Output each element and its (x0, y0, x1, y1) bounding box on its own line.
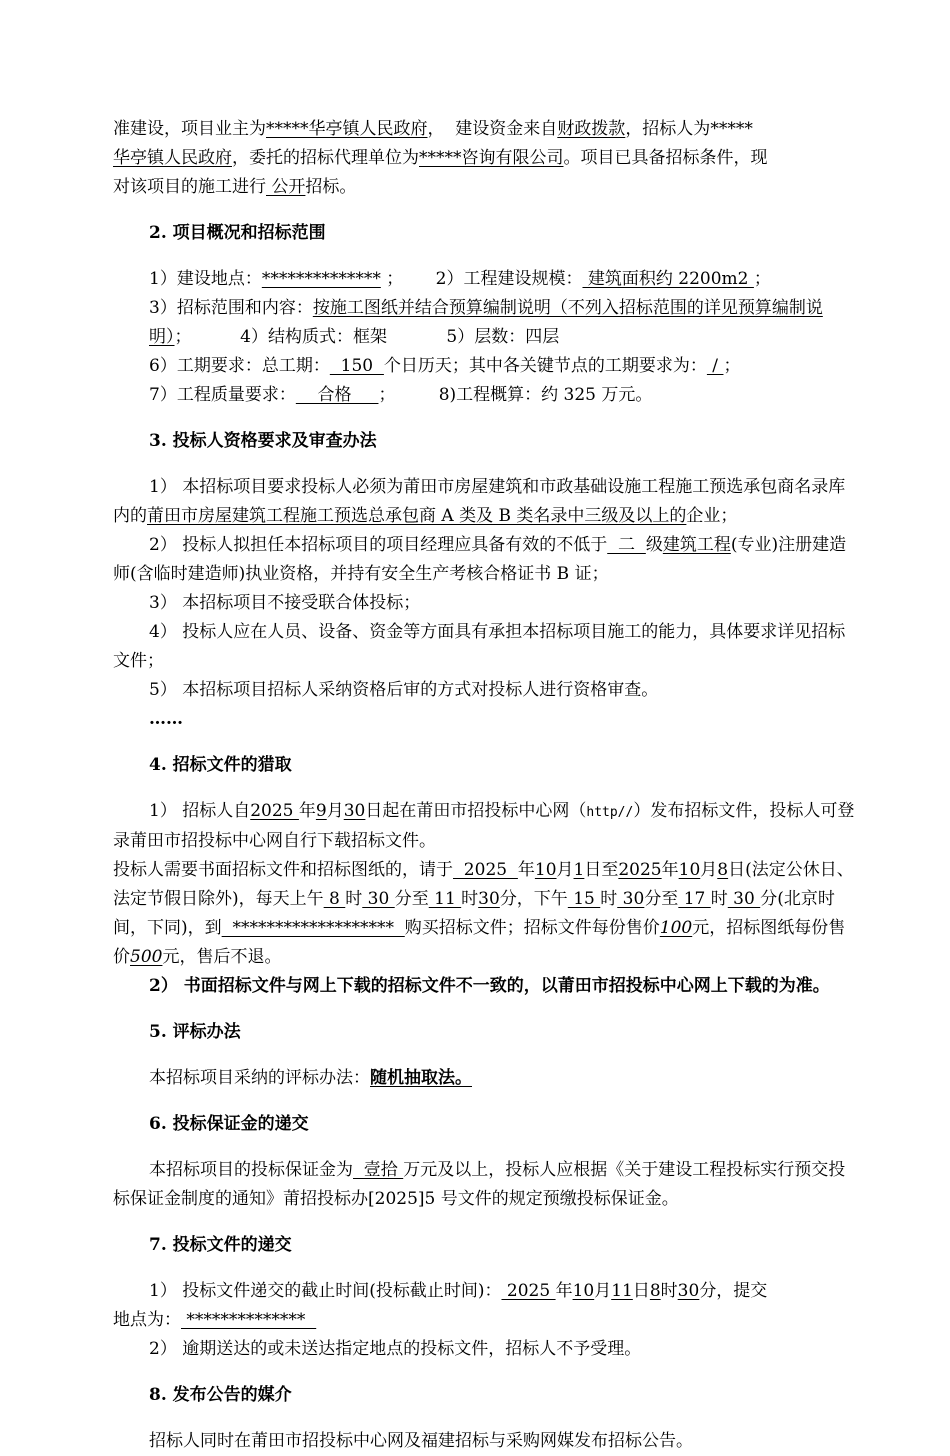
build-location: ************** (261, 269, 381, 289)
key-nodes: / (706, 356, 724, 376)
s3-item-3: 3） 本招标项目不接受联合体投标； (149, 593, 421, 613)
tender-scope: 按施工图纸并结合预算编制说明（不列入招标范围的详见预算编制说明） (149, 298, 823, 347)
s3-ellipsis: …… (149, 709, 183, 729)
s6-text: 本招标项目的投标保证金为 壹拾 万元及以上，投标人应根据《关于建设工程投标实行预交投标保证金制度的通知》莆招投标办[2025]5 号文件的规定预缴投标保证金。 (113, 1160, 846, 1209)
intro-line-3: 对该项目的施工进行 公开招标。 (113, 177, 357, 197)
intro-line-1: 准建设，项目业主为*****华亭镇人民政府， 建设资金来自财政拨款，招标人为***** (113, 119, 753, 139)
s7-place: 地点为： ************** (113, 1310, 317, 1330)
intro-line-2: 华亭镇人民政府，委托的招标代理单位为*****咨询有限公司。项目已具备招标条件，现 (113, 148, 768, 168)
website-url: http// (586, 805, 634, 820)
s3-item-5: 5） 本招标项目招标人采纳资格后审的方式对投标人进行资格审查。 (149, 680, 659, 700)
section-7-heading: 7. 投标文件的递交 (149, 1235, 292, 1255)
evaluation-method: 随机抽取法。 (370, 1068, 472, 1088)
s3-item-2: 2） 投标人拟担任本招标项目的项目经理应具备有效的不低于 二 级建筑工程(专业)注册建造师(含临时建造师)执业资格，并持有安全生产考核合格证书 B 证； (113, 535, 847, 584)
s2-row-4: 7）工程质量要求： 合格 ； 8)工程概算：约 325 万元。 (149, 385, 653, 405)
section-4-heading: 4. 招标文件的猎取 (149, 755, 292, 775)
builder-field: 建筑工程 (662, 535, 731, 555)
contractor-list: 莆田市房屋建筑工程施工预选总承包商 A 类及 B 类名录中三级及以上的 (147, 506, 687, 526)
s3-item-4: 4） 投标人应在人员、设备、资金等方面具有承担本招标项目施工的能力，具体要求详见招标文件； (113, 622, 846, 671)
drawing-price: 500 (130, 947, 163, 967)
s4-purchase: 投标人需要书面招标文件和招标图纸的，请于 2025 年10月1日至2025年10月8日(法定公休日、法定节假日除外)，每天上午 8 时 30 分至 11 时30分，下午 15 时 30分至 17 时 30 分(北京时间，下同)，到 ******************* 购买招标文件；招标文件每份售价100元，招标图纸每份售价500元，售后不退。 (113, 860, 854, 967)
section-3-heading: 3. 投标人资格要求及审查办法 (149, 431, 377, 451)
tender-agent: *****咨询有限公司 (419, 148, 564, 168)
s5-text: 本招标项目采纳的评标办法：随机抽取法。 (149, 1068, 472, 1088)
s2-row-2: 3）招标范围和内容：按施工图纸并结合预算编制说明（不列入招标范围的详见预算编制说明）； 4）结构质式：框架 5）层数：四层 (149, 298, 823, 347)
document-body (113, 115, 861, 1456)
quality-requirement: 合格 (295, 385, 379, 405)
purchase-place: ******************* (221, 918, 405, 938)
tenderer: 华亭镇人民政府 (113, 148, 232, 168)
build-scale: 建筑面积约 2200m2 (582, 269, 754, 289)
s8-text: 招标人同时在莆田市招投标中心网及福建招标与采购网媒发布招标公告。 (149, 1431, 693, 1451)
construction-period: 150 (329, 356, 384, 376)
section-8-heading: 8. 发布公告的媒介 (149, 1385, 292, 1405)
bid-bond-amount: 壹拾 (353, 1160, 404, 1180)
s4-item-1: 1） 招标人自2025 年9月30日起在莆田市招投标中心网（http//）发布招标文件，投标人可登录莆田市招投标中心网自行下载招标文件。 (113, 801, 855, 851)
submission-place: ************** (181, 1310, 317, 1330)
s2-row-3: 6）工期要求：总工期： 150 个日历天；其中各关键节点的工期要求为： / ； (149, 356, 741, 376)
s7-item-2: 2） 逾期送达的或未送达指定地点的投标文件，招标人不予受理。 (149, 1339, 642, 1359)
s3-item-1: 1） 本招标项目要求投标人必须为莆田市房屋建筑和市政基础设施工程施工预选承包商名录库内的莆田市房屋建筑工程施工预选总承包商 A 类及 B 类名录中三级及以上的企业； (113, 477, 846, 526)
doc-price: 100 (659, 918, 693, 938)
project-owner: *****华亭镇人民政府 (266, 119, 428, 139)
s4-note: 2） 书面招标文件与网上下载的招标文件不一致的，以莆田市招投标中心网上下载的为准。 (149, 976, 830, 996)
builder-grade: 二 (607, 535, 646, 555)
s7-deadline: 1） 投标文件递交的截止时间(投标截止时间)： 2025 年10月11日8时30分，提交 (149, 1281, 768, 1301)
tender-method: 公开 (266, 177, 306, 197)
tenderer-prefix: ***** (710, 119, 753, 139)
section-2-heading: 2. 项目概况和招标范围 (149, 223, 326, 243)
section-6-heading: 6. 投标保证金的递交 (149, 1114, 309, 1134)
section-5-heading: 5. 评标办法 (149, 1022, 241, 1042)
s2-row-1: 1）建设地点：************** ； 2）工程建设规模： 建筑面积约 2200m2 ； (149, 269, 771, 289)
funding-source: 财政拨款 (557, 119, 626, 139)
